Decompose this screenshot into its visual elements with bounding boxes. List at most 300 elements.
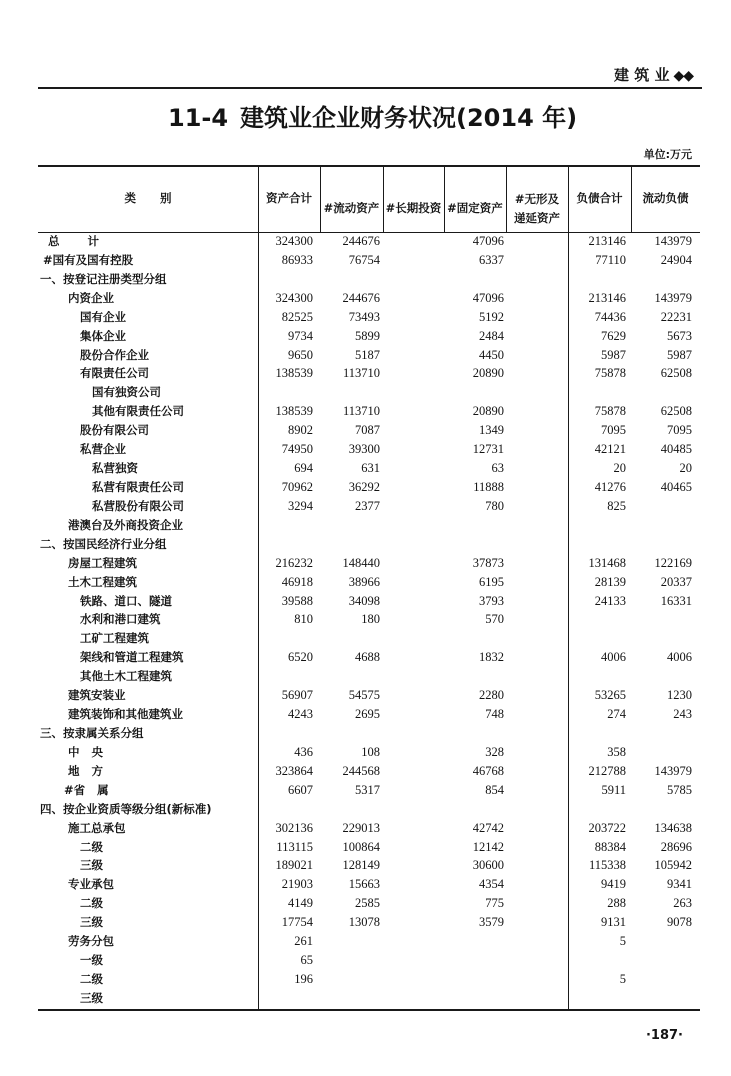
cell-fixed-assets: 47096	[472, 290, 504, 305]
cell-current-liabilities	[631, 270, 700, 289]
row-label: 总 计	[48, 234, 100, 248]
cell-fixed-assets: 30600	[472, 858, 504, 873]
cell-total-assets: 6607	[288, 782, 313, 797]
row-label: 二级	[80, 971, 103, 986]
cell-intangible-deferred-assets	[506, 819, 568, 838]
cell-fixed-assets	[444, 667, 506, 686]
cell-intangible-deferred-assets	[506, 856, 568, 875]
cell-long-term-investment	[383, 232, 444, 251]
row-label: 三、按隶属关系分组	[40, 725, 144, 740]
column-header-text: 资产合计	[266, 191, 312, 205]
column-header-text: 流动负债	[642, 191, 689, 205]
cell-fixed-assets: 42742	[472, 820, 504, 835]
cell-intangible-deferred-assets	[506, 951, 568, 970]
cell-current-liabilities	[631, 724, 700, 743]
cell-total-assets: 70962	[281, 479, 313, 494]
cell-total-liabilities	[568, 535, 631, 554]
column-header-text: 递延资产	[514, 210, 560, 225]
table-row	[38, 724, 700, 743]
cell-total-liabilities: 4006	[601, 650, 626, 665]
cell-current-liabilities	[631, 497, 700, 516]
cell-current-assets: 2585	[355, 896, 380, 911]
cell-total-liabilities: 213146	[588, 290, 626, 305]
cell-long-term-investment	[383, 497, 444, 516]
cell-total-assets: 196	[294, 971, 313, 986]
cell-total-liabilities: 274	[607, 707, 626, 722]
column-header-intangible-deferred-assets	[506, 165, 568, 232]
cell-fixed-assets: 46768	[472, 763, 504, 778]
cell-total-liabilities: 74436	[594, 309, 626, 324]
cell-current-liabilities: 62508	[660, 404, 692, 419]
cell-current-liabilities: 122169	[654, 555, 692, 570]
cell-intangible-deferred-assets	[506, 894, 568, 913]
cell-current-liabilities	[631, 800, 700, 819]
cell-fixed-assets: 6195	[479, 574, 504, 589]
cell-current-assets: 244676	[342, 290, 380, 305]
cell-total-liabilities: 88384	[594, 839, 626, 854]
cell-current-assets	[320, 383, 383, 402]
row-label: 三级	[80, 858, 103, 873]
cell-current-assets	[320, 535, 383, 554]
cell-total-liabilities: 203722	[588, 820, 626, 835]
column-header-total-liabilities	[568, 165, 631, 232]
row-label: 国有独资公司	[92, 385, 161, 400]
running-header	[614, 64, 693, 86]
cell-total-liabilities: 24133	[594, 593, 626, 608]
cell-current-liabilities: 40485	[660, 442, 692, 457]
cell-total-liabilities: 5	[619, 971, 626, 986]
table-row	[38, 554, 700, 573]
cell-fixed-assets: 20890	[472, 404, 504, 419]
table-row	[38, 535, 700, 554]
cell-total-assets	[258, 516, 320, 535]
cell-current-assets: 4688	[355, 650, 380, 665]
cell-current-liabilities	[631, 951, 700, 970]
table-row	[38, 459, 700, 478]
cell-long-term-investment	[383, 270, 444, 289]
cell-total-assets	[258, 667, 320, 686]
cell-total-assets: 86933	[281, 252, 313, 267]
cell-long-term-investment	[383, 364, 444, 383]
cell-fixed-assets: 47096	[472, 234, 504, 248]
table-row	[38, 970, 700, 989]
table-row	[38, 289, 700, 308]
cell-total-liabilities: 28139	[594, 574, 626, 589]
cell-total-liabilities	[568, 610, 631, 629]
table-row	[38, 478, 700, 497]
cell-long-term-investment	[383, 459, 444, 478]
cell-total-liabilities	[568, 951, 631, 970]
cell-intangible-deferred-assets	[506, 346, 568, 365]
cell-long-term-investment	[383, 667, 444, 686]
cell-current-assets: 631	[361, 461, 380, 476]
cell-long-term-investment	[383, 875, 444, 894]
cell-total-assets: 6520	[288, 650, 313, 665]
cell-fixed-assets: 2484	[479, 328, 504, 343]
table-row	[38, 762, 700, 781]
cell-intangible-deferred-assets	[506, 440, 568, 459]
cell-current-assets: 244676	[342, 234, 380, 248]
cell-intangible-deferred-assets	[506, 970, 568, 989]
column-header-current-assets	[320, 165, 383, 232]
cell-long-term-investment	[383, 762, 444, 781]
cell-intangible-deferred-assets	[506, 289, 568, 308]
cell-fixed-assets	[444, 724, 506, 743]
cell-total-assets: 324300	[275, 234, 313, 248]
cell-total-assets: 74950	[281, 442, 313, 457]
cell-current-liabilities: 5987	[667, 347, 692, 362]
cell-total-assets: 436	[294, 744, 313, 759]
cell-intangible-deferred-assets	[506, 724, 568, 743]
table-row	[38, 516, 700, 535]
cell-total-assets	[258, 270, 320, 289]
table-row	[38, 648, 700, 667]
cell-fixed-assets	[444, 932, 506, 951]
row-label: 私营有限责任公司	[92, 479, 184, 494]
cell-intangible-deferred-assets	[506, 913, 568, 932]
cell-total-liabilities: 75878	[594, 404, 626, 419]
cell-current-liabilities: 5785	[667, 782, 692, 797]
cell-current-liabilities: 20	[679, 461, 692, 476]
cell-current-assets	[320, 629, 383, 648]
cell-current-assets: 76754	[348, 252, 380, 267]
cell-current-liabilities: 62508	[660, 366, 692, 381]
cell-long-term-investment	[383, 327, 444, 346]
cell-total-liabilities: 825	[607, 498, 626, 513]
row-label: 集体企业	[80, 328, 126, 343]
cell-total-liabilities: 358	[607, 744, 626, 759]
cell-current-liabilities	[631, 383, 700, 402]
diamond-icon: ◆◆	[673, 68, 693, 84]
cell-total-assets: 65	[300, 953, 313, 968]
cell-total-assets	[258, 989, 320, 1008]
cell-intangible-deferred-assets	[506, 478, 568, 497]
cell-total-liabilities: 53265	[594, 688, 626, 703]
table-row	[38, 800, 700, 819]
row-label: 劳务分包	[68, 934, 114, 949]
table-row	[38, 308, 700, 327]
row-label: 四、按企业资质等级分组(新标准)	[40, 801, 212, 816]
cell-total-liabilities: 9131	[601, 915, 626, 930]
cell-current-liabilities: 40465	[660, 479, 692, 494]
column-header-long-term-investment	[383, 165, 444, 232]
row-label: 国有企业	[80, 309, 126, 324]
table-row	[38, 667, 700, 686]
cell-long-term-investment	[383, 743, 444, 762]
table-row	[38, 327, 700, 346]
cell-current-assets: 34098	[348, 593, 380, 608]
table-row	[38, 819, 700, 838]
cell-total-liabilities: 213146	[588, 234, 626, 248]
running-header-title: 建 筑 业	[614, 66, 670, 84]
cell-total-liabilities: 42121	[594, 442, 626, 457]
cell-current-liabilities: 9078	[667, 915, 692, 930]
cell-fixed-assets: 4354	[479, 877, 504, 892]
column-header-total-assets	[258, 165, 320, 232]
cell-long-term-investment	[383, 894, 444, 913]
cell-current-assets: 39300	[348, 442, 380, 457]
cell-intangible-deferred-assets	[506, 667, 568, 686]
row-label: 三级	[80, 990, 103, 1005]
table-row	[38, 592, 700, 611]
cell-current-assets	[320, 800, 383, 819]
table-row	[38, 705, 700, 724]
cell-current-assets: 5899	[355, 328, 380, 343]
row-label: 建筑安装业	[68, 688, 126, 703]
cell-intangible-deferred-assets	[506, 875, 568, 894]
cell-current-assets: 36292	[348, 479, 380, 494]
cell-fixed-assets: 12731	[472, 442, 504, 457]
table-row	[38, 951, 700, 970]
cell-total-assets: 261	[294, 934, 313, 949]
cell-intangible-deferred-assets	[506, 421, 568, 440]
cell-current-assets: 2377	[355, 498, 380, 513]
cell-current-assets	[320, 667, 383, 686]
cell-total-liabilities: 7629	[601, 328, 626, 343]
cell-total-assets: 56907	[281, 688, 313, 703]
cell-total-assets: 216232	[275, 555, 313, 570]
cell-current-assets: 5187	[355, 347, 380, 362]
row-label: 施工总承包	[68, 820, 126, 835]
table-row	[38, 686, 700, 705]
row-label: 中 央	[68, 744, 104, 759]
cell-total-liabilities	[568, 516, 631, 535]
cell-long-term-investment	[383, 554, 444, 573]
cell-total-liabilities: 9419	[601, 877, 626, 892]
column-header-current-liabilities	[631, 165, 700, 232]
cell-intangible-deferred-assets	[506, 383, 568, 402]
cell-long-term-investment	[383, 800, 444, 819]
table-body	[38, 232, 700, 1008]
cell-fixed-assets: 328	[485, 744, 504, 759]
row-label: 一、按登记注册类型分组	[40, 271, 167, 286]
cell-long-term-investment	[383, 289, 444, 308]
row-label: 架线和管道工程建筑	[80, 650, 184, 665]
cell-intangible-deferred-assets	[506, 800, 568, 819]
cell-total-assets: 9650	[288, 347, 313, 362]
table-number: 11-4	[168, 104, 229, 132]
row-label: 有限责任公司	[80, 366, 149, 381]
cell-total-assets: 17754	[281, 915, 313, 930]
page-number: ·187·	[645, 1028, 683, 1043]
cell-current-assets: 148440	[342, 555, 380, 570]
cell-intangible-deferred-assets	[506, 762, 568, 781]
table-row	[38, 402, 700, 421]
cell-current-assets: 2695	[355, 707, 380, 722]
page-title: 建筑业企业财务状况(2014 年)	[240, 104, 578, 132]
cell-current-liabilities: 263	[673, 896, 692, 911]
cell-current-liabilities: 143979	[654, 763, 692, 778]
table-row	[38, 364, 700, 383]
row-label: 地 方	[68, 763, 104, 778]
cell-current-assets: 15663	[348, 877, 380, 892]
cell-intangible-deferred-assets	[506, 402, 568, 421]
row-label: 二、按国民经济行业分组	[40, 536, 167, 551]
cell-total-assets: 4149	[288, 896, 313, 911]
cell-intangible-deferred-assets	[506, 251, 568, 270]
cell-current-liabilities: 143979	[654, 290, 692, 305]
table-row	[38, 932, 700, 951]
cell-fixed-assets: 1832	[479, 650, 504, 665]
row-label: 其他有限责任公司	[92, 404, 184, 419]
row-label: 三级	[80, 915, 103, 930]
cell-fixed-assets: 20890	[472, 366, 504, 381]
row-label: 私营独资	[92, 461, 138, 476]
cell-fixed-assets: 5192	[479, 309, 504, 324]
cell-long-term-investment	[383, 610, 444, 629]
column-header-fixed-assets	[444, 165, 506, 232]
cell-total-assets	[258, 629, 320, 648]
cell-total-assets: 3294	[288, 498, 313, 513]
cell-current-assets	[320, 932, 383, 951]
cell-current-assets: 7087	[355, 423, 380, 438]
cell-long-term-investment	[383, 838, 444, 857]
row-label: 工矿工程建筑	[80, 631, 149, 646]
cell-total-liabilities: 131468	[588, 555, 626, 570]
cell-current-assets: 108	[361, 744, 380, 759]
cell-current-assets: 38966	[348, 574, 380, 589]
cell-total-liabilities	[568, 989, 631, 1008]
row-label: 建筑装饰和其他建筑业	[68, 707, 183, 722]
cell-total-assets	[258, 800, 320, 819]
cell-total-assets: 138539	[275, 404, 313, 419]
cell-total-assets: 810	[294, 612, 313, 627]
cell-intangible-deferred-assets	[506, 554, 568, 573]
cell-current-assets	[320, 989, 383, 1008]
cell-intangible-deferred-assets	[506, 743, 568, 762]
cell-intangible-deferred-assets	[506, 705, 568, 724]
cell-total-liabilities: 115338	[588, 858, 626, 873]
unit-label: 单位:万元	[643, 148, 692, 161]
cell-fixed-assets: 2280	[479, 688, 504, 703]
cell-intangible-deferred-assets	[506, 610, 568, 629]
column-header-text: 负债合计	[576, 191, 623, 205]
cell-current-assets	[320, 516, 383, 535]
cell-current-liabilities	[631, 970, 700, 989]
table-row	[38, 421, 700, 440]
table-row	[38, 440, 700, 459]
cell-intangible-deferred-assets	[506, 270, 568, 289]
cell-intangible-deferred-assets	[506, 327, 568, 346]
cell-total-assets: 694	[294, 461, 313, 476]
row-label: 二级	[80, 896, 103, 911]
row-label: 一级	[80, 953, 103, 968]
row-label: 二级	[80, 839, 103, 854]
cell-intangible-deferred-assets	[506, 989, 568, 1008]
cell-intangible-deferred-assets	[506, 459, 568, 478]
cell-current-assets: 13078	[348, 915, 380, 930]
row-label: 港澳台及外商投资企业	[68, 517, 183, 532]
cell-total-assets	[258, 535, 320, 554]
cell-current-assets	[320, 270, 383, 289]
cell-fixed-assets: 854	[485, 782, 504, 797]
row-label: 专业承包	[68, 877, 114, 892]
cell-current-liabilities	[631, 610, 700, 629]
row-label: 股份有限公司	[80, 423, 149, 438]
cell-current-assets	[320, 724, 383, 743]
cell-fixed-assets	[444, 535, 506, 554]
cell-current-assets: 5317	[355, 782, 380, 797]
cell-current-liabilities: 9341	[667, 877, 692, 892]
cell-current-liabilities: 134638	[654, 820, 692, 835]
cell-total-liabilities: 77110	[595, 252, 626, 267]
cell-total-liabilities	[568, 800, 631, 819]
cell-current-assets: 180	[361, 612, 380, 627]
cell-fixed-assets	[444, 383, 506, 402]
cell-fixed-assets	[444, 970, 506, 989]
column-header-text: #流动资产	[323, 201, 380, 215]
cell-fixed-assets: 775	[485, 896, 504, 911]
column-header-text: #无形及	[514, 191, 560, 206]
cell-long-term-investment	[383, 648, 444, 667]
cell-current-liabilities: 7095	[667, 423, 692, 438]
cell-current-liabilities	[631, 989, 700, 1008]
cell-intangible-deferred-assets	[506, 308, 568, 327]
cell-current-liabilities: 16331	[660, 593, 692, 608]
cell-total-liabilities	[568, 383, 631, 402]
cell-current-assets: 73493	[348, 309, 380, 324]
cell-intangible-deferred-assets	[506, 232, 568, 251]
cell-intangible-deferred-assets	[506, 497, 568, 516]
cell-intangible-deferred-assets	[506, 364, 568, 383]
cell-long-term-investment	[383, 478, 444, 497]
row-label: #省 属	[64, 782, 109, 797]
cell-total-assets: 8902	[288, 423, 313, 438]
cell-long-term-investment	[383, 251, 444, 270]
row-label: 其他土木工程建筑	[80, 669, 172, 684]
cell-fixed-assets	[444, 989, 506, 1008]
row-label: 私营股份有限公司	[92, 498, 184, 513]
cell-total-liabilities: 75878	[594, 366, 626, 381]
table-row	[38, 989, 700, 1008]
cell-total-assets: 82525	[281, 309, 313, 324]
cell-total-assets: 46918	[281, 574, 313, 589]
cell-fixed-assets	[444, 629, 506, 648]
table-row	[38, 497, 700, 516]
cell-current-assets: 244568	[342, 763, 380, 778]
cell-total-liabilities: 7095	[601, 423, 626, 438]
table-row	[38, 894, 700, 913]
cell-current-liabilities: 4006	[667, 650, 692, 665]
cell-fixed-assets: 37873	[472, 555, 504, 570]
table-row	[38, 232, 700, 251]
cell-long-term-investment	[383, 535, 444, 554]
cell-fixed-assets	[444, 516, 506, 535]
cell-current-liabilities	[631, 535, 700, 554]
cell-fixed-assets: 3793	[479, 593, 504, 608]
cell-long-term-investment	[383, 383, 444, 402]
cell-current-assets: 229013	[342, 820, 380, 835]
cell-total-liabilities: 212788	[588, 763, 626, 778]
cell-total-liabilities: 288	[607, 896, 626, 911]
cell-fixed-assets	[444, 951, 506, 970]
cell-long-term-investment	[383, 516, 444, 535]
cell-intangible-deferred-assets	[506, 781, 568, 800]
cell-fixed-assets: 6337	[479, 252, 504, 267]
cell-intangible-deferred-assets	[506, 838, 568, 857]
cell-current-liabilities: 143979	[654, 234, 692, 248]
cell-long-term-investment	[383, 989, 444, 1008]
cell-long-term-investment	[383, 440, 444, 459]
table-header	[38, 165, 700, 232]
table-row	[38, 781, 700, 800]
cell-intangible-deferred-assets	[506, 648, 568, 667]
row-label: 房屋工程建筑	[68, 555, 137, 570]
cell-total-liabilities	[568, 270, 631, 289]
cell-current-liabilities: 243	[673, 707, 692, 722]
cell-long-term-investment	[383, 705, 444, 724]
table-row	[38, 629, 700, 648]
